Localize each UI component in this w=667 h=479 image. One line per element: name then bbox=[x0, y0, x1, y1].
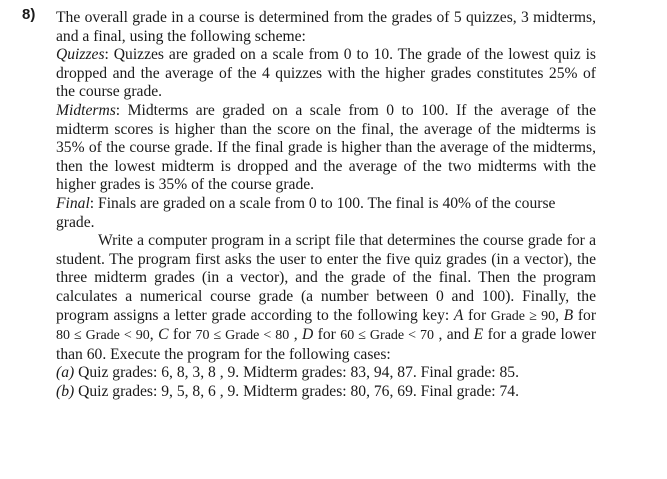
task-for-1: for bbox=[463, 306, 491, 324]
midterms-paragraph bbox=[56, 102, 596, 195]
task-for-4: for bbox=[313, 326, 341, 344]
grade-b-letter: B bbox=[563, 306, 574, 324]
intro-paragraph: The overall grade in a course is determined from the grades of 5 quizzes, 3 midterms, and a final, using the following scheme: bbox=[56, 9, 596, 45]
grade-c-condition: 70 ≤ Grade < 80 bbox=[195, 328, 290, 344]
midterms-label: Midterms bbox=[56, 101, 116, 119]
case-b-label: (b) bbox=[56, 382, 75, 400]
case-b-text: Quiz grades: 9, 5, 8, 6 , 9. Midterm grades: 80, 76, 69. Final grade: 74. bbox=[74, 382, 519, 400]
grade-a-condition: Grade ≥ 90 bbox=[490, 308, 556, 324]
task-sep-4: , and bbox=[434, 326, 474, 344]
task-sep-1: , bbox=[555, 306, 564, 324]
task-sep-2: , bbox=[149, 326, 159, 344]
grade-a-letter: A bbox=[453, 306, 464, 324]
problem-number: 8) bbox=[22, 6, 36, 23]
case-b bbox=[56, 383, 596, 402]
task-text-2: for a grade lower than 60. Execute the program for the following cases: bbox=[56, 326, 597, 363]
case-a-label: (a) bbox=[56, 364, 75, 382]
task-for-2: for bbox=[573, 306, 597, 324]
grade-d-letter: D bbox=[302, 326, 314, 344]
final-paragraph bbox=[56, 195, 596, 232]
task-sep-3: , bbox=[289, 326, 302, 344]
quizzes-label: Quizzes bbox=[56, 46, 105, 64]
task-text-1: Write a computer program in a script file that determines the course grade for a student. The program first asks the user to enter the five quiz grades (in a vector), the three midterm grades (in a vector), and the grade of the final. Then the program calculates a numerical course grade (a number between 0 and 100). Finally, the program assigns a letter grade according to the following key: bbox=[56, 232, 596, 324]
case-a-text: Quiz grades: 6, 8, 3, 8 , 9. Midterm grades: 83, 94, 87. Final grade: 85. bbox=[74, 364, 519, 382]
case-a bbox=[56, 364, 596, 383]
final-label: Final bbox=[56, 194, 90, 212]
final-text: : Finals are graded on a scale from 0 to 100. The final is 40% of the course grade. bbox=[56, 194, 556, 231]
quizzes-paragraph bbox=[56, 46, 596, 102]
quizzes-text: : Quizzes are graded on a scale from 0 to 10. The grade of the lowest quiz is dropped and the average of the 4 quizzes with the higher grades constitutes 25% of the course grade. bbox=[56, 46, 596, 101]
grade-c-letter: C bbox=[158, 326, 169, 344]
task-paragraph bbox=[56, 232, 596, 364]
problem-body bbox=[56, 9, 596, 401]
grade-d-condition: 60 ≤ Grade < 70 bbox=[340, 328, 435, 344]
grade-e-letter: E bbox=[473, 326, 484, 344]
midterms-text: : Midterms are graded on a scale from 0 to 100. If the average of the midterm scores is higher than the score on the final, the average of the midterms is 35% of the course grade. If the final grade is higher than the average of the midterms, then the lowest midterm is dropped and the average of the two midterms with the higher grades is 35% of the course grade. bbox=[56, 101, 596, 194]
grade-b-condition: 80 ≤ Grade < 90 bbox=[56, 328, 150, 344]
task-for-3: for bbox=[168, 326, 196, 344]
